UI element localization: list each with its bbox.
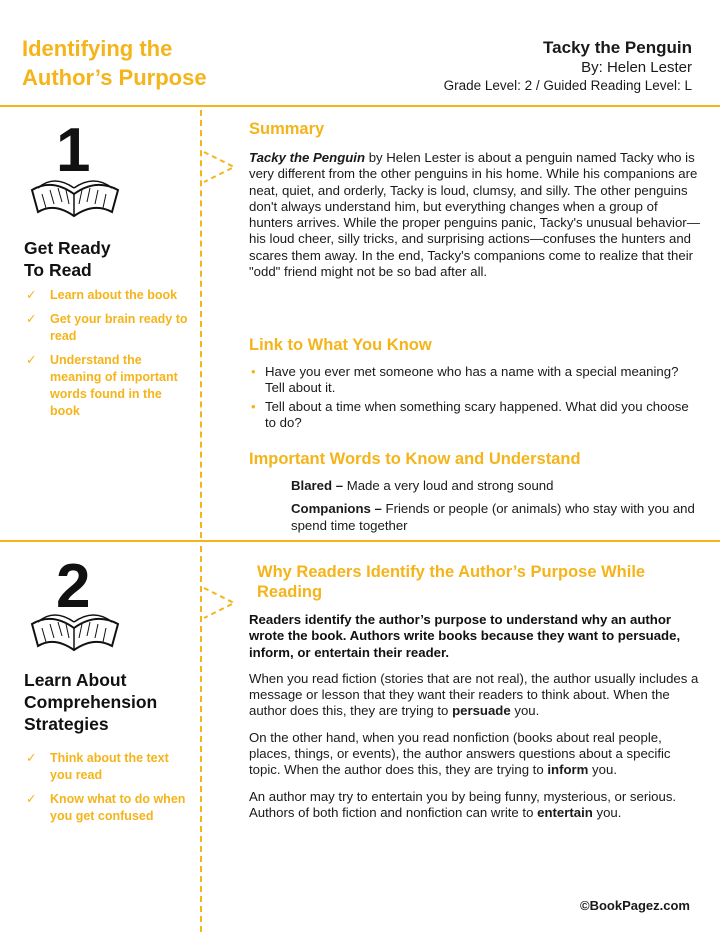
checkmark-icon: ✓ bbox=[26, 288, 37, 302]
summary-section bbox=[249, 119, 701, 280]
why-section bbox=[249, 562, 701, 821]
book-title: Tacky the Penguin bbox=[543, 38, 692, 57]
page-title-line2: Author’s Purpose bbox=[22, 65, 207, 90]
bullet-icon: • bbox=[251, 364, 256, 379]
chevron-right-icon bbox=[202, 586, 238, 620]
step-number: 2 bbox=[56, 552, 91, 621]
step2-checklist bbox=[24, 750, 194, 832]
step2-heading-line1: Learn About bbox=[24, 670, 127, 690]
why-heading: Why Readers Identify the Author’s Purpose While Reading bbox=[257, 563, 646, 601]
checklist-item: ✓ Understand the meaning of important words found in the book bbox=[26, 353, 178, 418]
step1-checklist bbox=[24, 287, 194, 427]
page-title-line1: Identifying the bbox=[22, 36, 173, 61]
word-definition: Blared – Made a very loud and strong sound bbox=[291, 478, 554, 493]
checklist-item: ✓ Know what to do when you get confused bbox=[26, 792, 186, 823]
top-divider bbox=[0, 105, 720, 107]
book-info bbox=[444, 38, 692, 95]
link-bullets bbox=[249, 364, 701, 431]
step2-heading-line3: Strategies bbox=[24, 714, 109, 734]
checkmark-icon: ✓ bbox=[26, 353, 37, 367]
list-item: • Tell about a time when something scary happened. What did you choose to do? bbox=[251, 398, 689, 430]
words-heading: Important Words to Know and Understand bbox=[249, 450, 581, 468]
why-intro: Readers identify the author’s purpose to understand why an author wrote the book. Authors write books because they want to persuade, inform, or entertain their reader. bbox=[249, 612, 681, 660]
words-section bbox=[249, 449, 701, 534]
step-number: 1 bbox=[56, 116, 91, 185]
step1-heading-line2: To Read bbox=[24, 260, 92, 280]
checkmark-icon: ✓ bbox=[26, 312, 37, 326]
why-paragraph: On the other hand, when you read nonfiction (books about real people, places, things, or events), the author answers questions about a specific topic. When the author does this, they are trying to inform you. bbox=[249, 729, 671, 778]
grade-level: Grade Level: 2 / Guided Reading Level: L bbox=[443, 78, 692, 93]
step1-heading-line1: Get Ready bbox=[24, 238, 111, 258]
copyright-footer: ©BookPagez.com bbox=[580, 898, 690, 913]
checkmark-icon: ✓ bbox=[26, 792, 37, 806]
checklist-item: ✓ Learn about the book bbox=[26, 288, 178, 302]
list-item: • Have you ever met someone who has a name with a special meaning? Tell about it. bbox=[251, 364, 679, 396]
why-paragraph: An author may try to entertain you by being funny, mysterious, or serious. Authors of both fiction and nonfiction can write to entertain you. bbox=[249, 788, 677, 820]
word-definition: Companions – Friends or people (or animals) who stay with you and spend time together bbox=[291, 501, 695, 533]
step1-heading bbox=[24, 237, 111, 281]
chevron-right-icon bbox=[202, 150, 238, 184]
step2-heading bbox=[24, 669, 157, 735]
link-section bbox=[249, 335, 701, 433]
step2-heading-line2: Comprehension bbox=[24, 692, 158, 712]
checkmark-icon: ✓ bbox=[26, 751, 37, 765]
summary-heading: Summary bbox=[249, 120, 325, 138]
page-title bbox=[22, 34, 252, 92]
checklist-item: ✓ Think about the text you read bbox=[26, 751, 169, 782]
summary-text: Tacky the Penguin by Helen Lester is about a penguin named Tacky who is very different from the other penguins in his home. While his companions are neat, quiet, and orderly, Tacky is loud, clumsy, and silly. The other penguins don't always understand him, but everything changes when a group of hunters arrives. While the proper penguins panic, Tacky's unusual behavior—his loud cheer, silly tricks, and surprising actions—confuses the hunters and scares them away. In the end, Tacky's companions come to realize that their "odd" friend might not be so bad after all. bbox=[249, 150, 700, 280]
book-author: By: Helen Lester bbox=[581, 59, 692, 76]
checklist-item: ✓ Get your brain ready to read bbox=[26, 312, 188, 343]
why-paragraph: When you read fiction (stories that are not real), the author usually includes a message or lesson that they want their readers to think about. When the author does this, they are trying to persuade you. bbox=[249, 670, 699, 719]
link-heading: Link to What You Know bbox=[249, 336, 432, 354]
bullet-icon: • bbox=[251, 398, 256, 414]
middle-divider bbox=[0, 540, 720, 542]
